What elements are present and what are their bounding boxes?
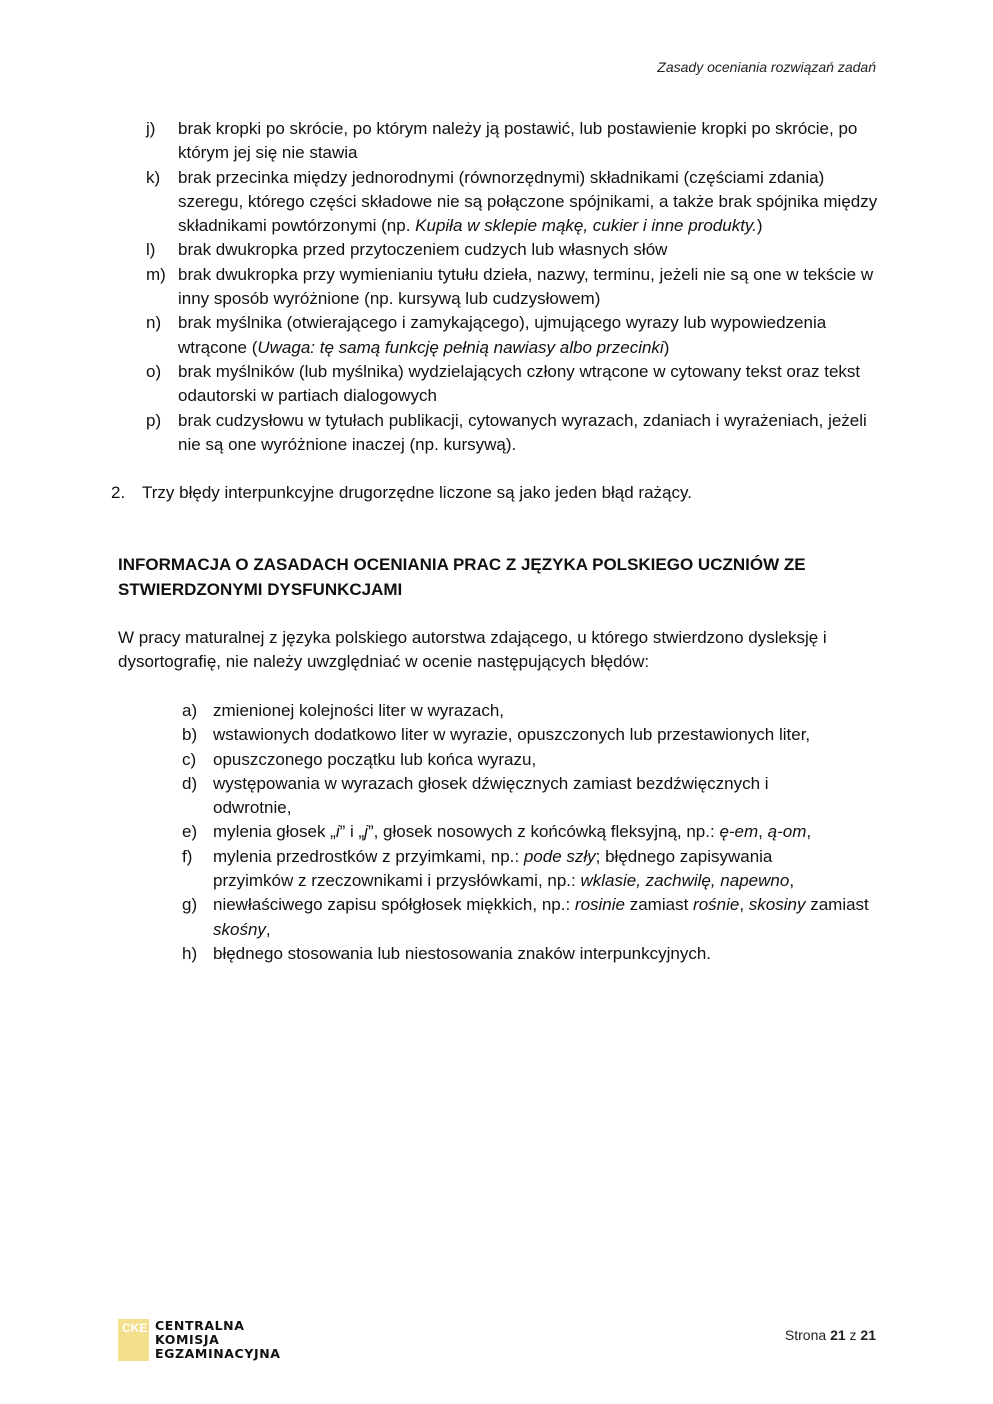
list-marker: o) [146,361,162,381]
list-item [182,723,882,747]
list-item [182,942,882,966]
list-item-text: ) [663,337,670,357]
running-header: Zasady oceniania rozwiązań zadań [657,59,876,75]
list-item-text: , [739,895,749,915]
list-item-text: zamiast [625,895,694,915]
logo-line: KOMISJA [155,1332,220,1347]
logo-line: CENTRALNA [155,1318,245,1333]
cke-logo-mark [118,1319,149,1361]
list-marker: a) [182,701,198,720]
list-marker: h) [182,943,198,963]
punctuation-rules-list [146,117,886,457]
list-marker: 2. [111,483,126,502]
list-item-text: , [789,871,795,891]
list-item [146,409,886,458]
list-marker: g) [182,895,198,915]
cke-logo [118,1318,281,1362]
list-item-text: brak kropki po skrócie, po którym należy ją postawić, lub postawienie kropki po skrócie, po którym jej się nie stawia [178,119,858,163]
list-item [182,845,882,894]
list-item [182,699,882,723]
list-marker: c) [182,749,197,769]
example-italic: skośny [213,919,266,939]
section-title: INFORMACJA O ZASADACH OCENIANIA PRAC Z JĘZYKA POLSKIEGO UCZNIÓW ZE STWIERDZONYMI DYSFUNKCJAMI [118,555,806,599]
list-item-text: brak cudzysłowu w tytułach publikacji, cytowanych wyrazach, zdaniach i wyrażeniach, jeżeli nie są one wyróżnione inaczej (np. kursywą). [178,410,867,454]
list-item-text: brak myślników (lub myślnika) wydzielających człony wtrącone w cytowany tekst oraz tekst odautorski w partiach dialogowych [178,361,861,406]
list-marker: p) [146,410,162,430]
list-item-text: błędnego stosowania lub niestosowania znaków interpunkcyjnych. [213,943,712,963]
list-item-text: ; błędnego zapisywania przyimków z rzeczownikami i przysłówkami, np.: [213,846,773,891]
list-item [146,360,886,409]
list-item-text: zamiast [805,895,869,915]
list-item [182,893,882,942]
list-item-text: ”, głosek nosowych z końcówką fleksyjną, np.: [367,822,720,842]
page-prefix: Strona [784,1327,827,1343]
list-item-text: brak myślnika (otwierającego i zamykającego), ujmującego wyrazy lub wypowiedzenia wtrącone ( [178,313,827,357]
list-item-text: mylenia przedrostków z przyimkami, np.: [213,846,524,866]
example-italic: rosinie [574,895,625,915]
dysfunction-errors-list [182,699,882,966]
page-sep: z [849,1327,857,1343]
list-item-text: brak dwukropka przy wymienianiu tytułu dzieła, nazwy, terminu, jeżeli nie są one w tekście w inny sposób wyróżnione (np. kursywą lub cudzysłowem) [178,264,874,309]
page-total: 21 [860,1327,876,1343]
list-marker: m) [146,264,166,284]
page-number [785,1327,876,1343]
rule-2-text: Trzy błędy interpunkcyjne drugorzędne liczone są jako jeden błąd rażący. [142,483,692,502]
example-italic: rośnie [693,895,740,915]
list-item-text: mylenia głosek „ [213,822,336,842]
section-intro: W pracy maturalnej z języka polskiego autorstwa zdającego, u którego stwierdzono dysleksję i dysortografię, nie należy uwzględniać w ocenie następujących błędów: [118,628,827,672]
list-item-text: , [265,919,271,939]
example-italic: ą-om [767,822,807,842]
list-marker: b) [182,725,198,745]
list-item [182,820,882,844]
list-item [146,311,886,360]
list-item-text: opuszczonego początku lub końca wyrazu, [213,749,537,769]
logo-line: EGZAMINACYJNA [155,1346,281,1361]
list-marker: f) [182,846,193,866]
list-item-text: brak przecinka między jednorodnymi (równorzędnymi) składnikami (częściami zdania) szeregu, którego części składowe nie są połączone spójnikami, a także brak spójnika między składnikami powtórzonymi (np. [178,167,878,236]
list-item-text: zmienionej kolejności liter w wyrazach, [213,701,505,720]
page-current: 21 [830,1327,846,1343]
example-italic: ę-em [719,822,759,842]
example-italic: pode szły [523,846,596,866]
example-italic: skosiny [748,895,806,915]
list-item [146,263,886,312]
list-item-text: niewłaściwego zapisu spółgłosek miękkich, np.: [213,895,575,915]
example-italic: i [335,822,340,842]
list-item [146,166,886,239]
list-marker: n) [146,313,162,333]
rule-2 [111,481,692,505]
list-marker: e) [182,822,198,842]
example-italic: j [364,822,368,842]
list-marker: l) [146,240,156,260]
list-item-text: , [806,822,812,842]
list-item-text: ” i „ [339,822,365,842]
list-item-text: wstawionych dodatkowo liter w wyrazie, opuszczonych lub przestawionych liter, [213,725,811,745]
list-marker: d) [182,773,198,793]
list-item [182,748,882,772]
list-marker: j) [146,119,156,138]
example-italic: Kupiła w sklepie mąkę, cukier i inne produkty. [415,216,757,236]
note-italic: Uwaga: tę samą funkcję pełnią nawiasy albo przecinki [257,337,664,357]
list-marker: k) [146,167,161,187]
logo-text [155,1319,281,1361]
list-item [146,238,886,262]
list-item-text: ) [756,216,763,236]
list-item-text: , [758,822,768,842]
list-item [146,117,886,166]
logo-letters: CKE [122,1321,148,1335]
example-italic: wklasie, zachwilę, napewno [580,871,790,891]
list-item-text: występowania w wyrazach głosek dźwięcznych zamiast bezdźwięcznych i odwrotnie, [213,773,769,818]
list-item [182,772,882,821]
list-item-text: brak dwukropka przed przytoczeniem cudzych lub własnych słów [178,240,668,260]
